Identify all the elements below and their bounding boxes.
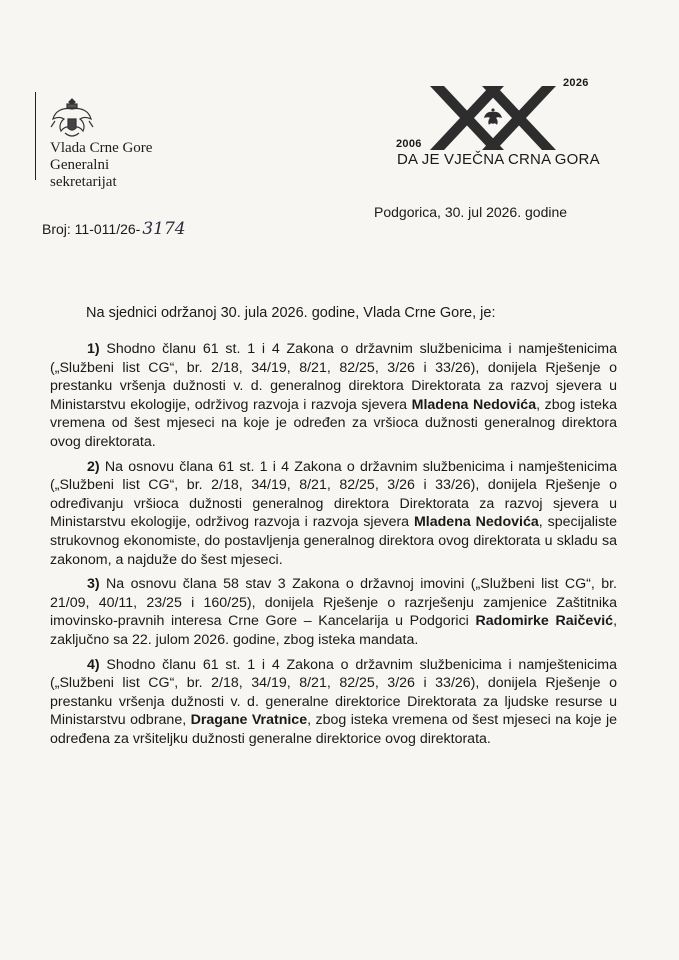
handwritten-number: 3174: [142, 219, 186, 239]
decision-item-4: 4) Shodno članu 61 st. 1 i 4 Zakona o državnim službenicima i namještenicima („Službeni list CG“, br. 2/18, 34/19, 8/21, 82/25, 3/26 i 33/26), donijela Rješenje o prestanku vršenja dužnosti v. d. generalne direktorice Direktorata za ljudske resurse u Ministarstvu odbrane, Dragane Vratnice, zbog isteka vremena od šest mjeseci na koje je određena za vršiteljku dužnosti generalne direktorice ovog direktorata.: [50, 656, 618, 747]
logo-motto: DA JE VJEČNA CRNA GORA: [397, 151, 600, 168]
intro-sentence: Na sjednici održanoj 30. jula 2026. godine, Vlada Crne Gore, je:: [86, 305, 496, 321]
logo-year-start: 2006: [396, 138, 422, 150]
decision-item-1: 1) Shodno članu 61 st. 1 i 4 Zakona o državnim službenicima i namještenicima („Službeni list CG“, br. 2/18, 34/19, 8/21, 82/25, 3/26 i 33/26), donijela Rješenje o prestanku vršenja dužnosti v. d. generalnog direktora Direktorata za razvoj sjevera u Ministarstvu ekologije, održivog razvoja i razvoja sjevera Mladena Nedovića, zbog isteka vremena od šest mjeseci na koje je određen za vršioca dužnosti generalnog direktora ovog direktorata.: [50, 341, 617, 450]
decisions-list: [50, 340, 617, 754]
government-line-3: sekretarijat: [50, 174, 117, 190]
decision-item-2: 2) Na osnovu člana 61 st. 1 i 4 Zakona o državnim službenicima i namještenicima („Službeni list CG“, br. 2/18, 34/19, 8/21, 82/25, 3/26 i 33/26), donijela Rješenje o određivanju vršioca dužnosti generalnog direktora Direktorata za razvoj sjevera u Ministarstvu ekologije, održivog razvoja i razvoja sjevera Mladena Nedovića, specijaliste strukovnog ekonomiste, do postavljenja generalnog direktora ovog direktorata u skladu sa zakonom, a najduže do šest mjeseci.: [50, 458, 617, 568]
reference-label: Broj: 11-011/26-: [42, 221, 141, 237]
government-line-2: Generalni: [50, 157, 110, 173]
reference-number: [42, 219, 186, 239]
person-name: Dragane Vratnice: [190, 712, 308, 729]
person-name: Mladena Nedovića: [411, 396, 537, 413]
government-line-1: Vlada Crne Gore: [50, 140, 153, 156]
letterhead-divider: [35, 92, 36, 180]
coat-of-arms-icon: [47, 95, 97, 141]
government-name: [50, 140, 152, 191]
decision-item-3: 3) Na osnovu člana 58 stav 3 Zakona o državnoj imovini („Službeni list CG“, br. 21/09, 40/11, 23/25 i 160/25), donijela Rješenje o razrješenju zamjenice Zaštitnika imovinsko-pravnih interesa Crne Gore – Kancelarija u Podgorici Radomirke Raičević, zaključno sa 22. julom 2026. godine, zbog isteka mandata.: [50, 576, 618, 648]
date-line: Podgorica, 30. jul 2026. godine: [374, 204, 568, 220]
person-name: Radomirke Raičević: [475, 613, 614, 630]
logo-year-end: 2026: [563, 77, 589, 89]
person-name: Mladena Nedovića: [413, 514, 539, 531]
